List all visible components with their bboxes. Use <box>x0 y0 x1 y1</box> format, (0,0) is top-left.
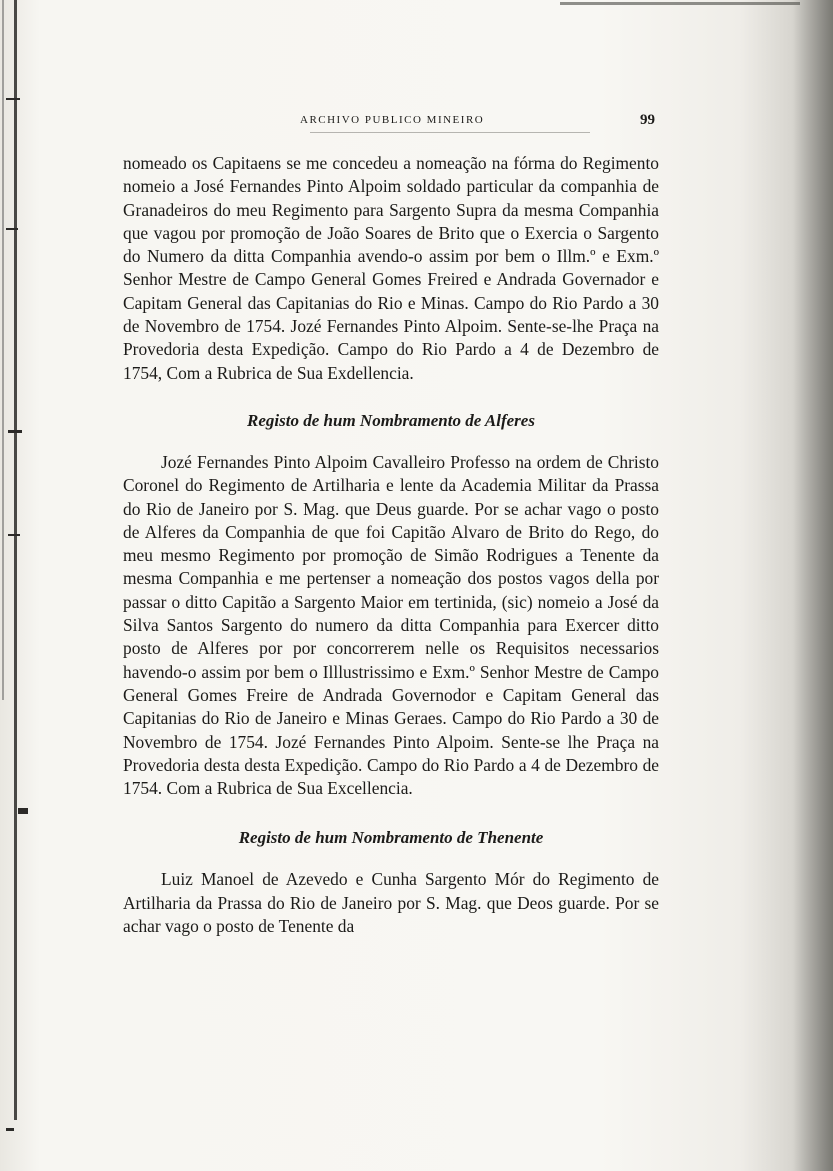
page-edge-shadow <box>2 0 4 700</box>
header-rule <box>310 132 590 133</box>
margin-tick <box>6 98 20 100</box>
body-text <box>123 152 659 938</box>
section-heading-alferes: Registo de hum Nombramento de Alferes <box>247 410 535 430</box>
paragraph-thenente: Luiz Manoel de Azevedo e Cunha Sargento Mór do Regimento de Artilharia da Prassa do Rio de Janeiro por S. Mag. que Deos guarde. Por se achar vago o posto de Tenente da <box>123 869 659 937</box>
paragraph-continuation: nomeado os Capitaens se me concedeu a nomeação na fórma do Regimento nomeio a José Fernandes Pinto Alpoim soldado particular da companhia de Granadeiros do meu Regimento para Sargento Supra da mesma Companhia que vagou por promoção de João Soares de Brito que o Exercia o Sargento do Numero da ditta Companhia avendo-o assim por bem o Illm.º e Exm.º Senhor Mestre de Campo General Gomes Freired e Andrada Governador e Capitam General das Capitanias do Rio e Minas. Campo do Rio Pardo a 30 de Novembro de 1754. Jozé Fernandes Pinto Alpoim. Sente-se-lhe Praça na Provedoria desta Expedição. Campo do Rio Pardo a 4 de Dezembro de 1754, Com a Rubrica de Sua Exdellencia. <box>123 153 659 383</box>
left-margin-rule <box>14 0 17 1120</box>
margin-tick <box>6 228 18 230</box>
page-number: 99 <box>640 112 655 128</box>
paragraph-alferes: Jozé Fernandes Pinto Alpoim Cavalleiro Professo na ordem de Christo Coronel do Regimento de Artilharia e lente da Academia Militar da Prassa do Rio de Janeiro por S. Mag. que Deus guarde. Por se achar vago o posto de Alferes da Companhia de que foi Capitão Alvaro de Brito do Rego, do meu mesmo Regimento por promoção de Simão Rodrigues a Tenente da mesma Companhia e me pertenser a nomeação dos postos vagos della por passar o ditto Capitão a Sargento Maior em tertinida, (sic) nomeio a José da Silva Santos Sargento do numero da ditta Companhia para Exercer ditto posto de Alferes por por concorrerem nelle os Requisitos necessarios havendo-o assim por bem o Illlustrissimo e Exm.º Senhor Mestre de Campo General Gomes Freire de Andrada Governodor e Capitam General das Capitanias do Rio de Janeiro e Minas Geraes. Campo do Rio Pardo a 30 de Novembro de 1754. Jozé Fernandes Pinto Alpoim. Sente-se lhe Praça na Provedoria desta desta Expedição. Campo do Rio Pardo a 4 de Dezembro de 1754. Com a Rubrica de Sua Excellencia. <box>123 451 659 799</box>
binding-shadow <box>793 0 833 1171</box>
running-title: ARCHIVO PUBLICO MINEIRO <box>300 114 485 126</box>
top-edge-rule <box>560 2 800 5</box>
margin-tick <box>8 430 22 433</box>
margin-tick <box>18 808 28 814</box>
section-heading-thenente: Registo de hum Nombramento de Thenente <box>238 828 544 848</box>
page-header <box>125 110 655 134</box>
margin-tick <box>6 1128 14 1131</box>
margin-tick <box>8 534 20 536</box>
